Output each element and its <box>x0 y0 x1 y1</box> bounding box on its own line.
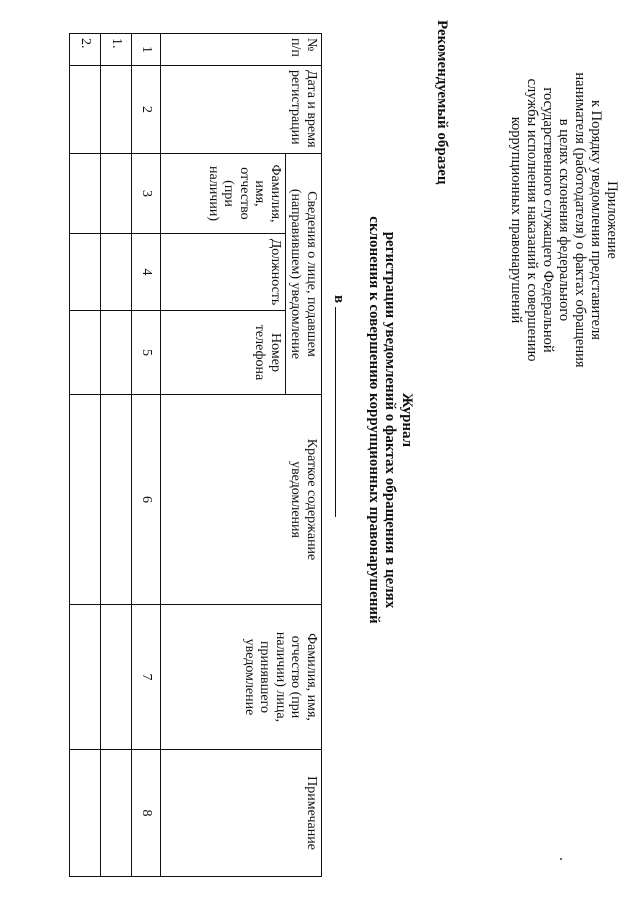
appendix-line: к Порядку уведомления представителя <box>588 100 604 340</box>
table-cell <box>101 154 132 234</box>
column-number: 4 <box>132 234 161 311</box>
appendix-header <box>508 30 620 410</box>
column-number: 6 <box>132 395 161 605</box>
recommended-sample-label: Рекомендуемый образец <box>434 20 450 185</box>
table-cell <box>70 750 101 877</box>
table-cell <box>70 395 101 605</box>
column-number: 7 <box>132 605 161 750</box>
table-cell <box>70 66 101 154</box>
header-position: Должность <box>161 234 286 311</box>
table-cell <box>70 311 101 395</box>
title-line: регистрации уведомлений о фактах обращения в целях <box>382 231 399 609</box>
column-number: 3 <box>132 154 161 234</box>
header-fio: Фамилия, имя, отчество (при наличии) <box>161 154 286 234</box>
table-row <box>70 34 101 877</box>
appendix-line: Приложение <box>604 181 620 259</box>
row-number: 1. <box>101 34 132 66</box>
journal-table <box>69 33 322 877</box>
header-date-time: Дата и время регистрации <box>161 66 322 154</box>
column-number: 2 <box>132 66 161 154</box>
table-row <box>101 34 132 877</box>
table-cell <box>70 605 101 750</box>
header-number: № п/п <box>161 34 322 66</box>
appendix-line: в целях склонения федерального <box>556 118 572 322</box>
appendix-line: нанимателя (работодателя) о фактах обращения <box>572 72 588 368</box>
in-prefix: в <box>331 295 347 304</box>
header-phone: Номер телефона <box>161 311 286 395</box>
table-cell <box>70 234 101 311</box>
table-cell <box>101 395 132 605</box>
column-number: 5 <box>132 311 161 395</box>
journal-title <box>366 210 416 630</box>
column-number: 1 <box>132 34 161 66</box>
column-number: 8 <box>132 750 161 877</box>
header-receiver: Фамилия, имя, отчество (при наличии) лица, принявшего уведомление <box>161 605 322 750</box>
table-cell <box>101 66 132 154</box>
table-cell <box>70 154 101 234</box>
table-cell <box>101 311 132 395</box>
title-line: Журнал <box>399 392 415 448</box>
table-cell <box>101 234 132 311</box>
title-line: склонения к совершению коррупционных правонарушений <box>366 216 382 624</box>
appendix-line: государственного служащего Федеральной <box>540 87 556 353</box>
table-cell <box>101 750 132 877</box>
header-person-info: Сведения о лице, подавшем (направившем) уведомление <box>286 154 322 395</box>
organization-blank-line <box>330 295 348 517</box>
scan-speck <box>560 858 562 860</box>
row-number: 2. <box>70 34 101 66</box>
appendix-line: коррупционных правонарушений <box>508 116 524 324</box>
appendix-line: службы исполнения наказаний к совершению <box>524 78 540 362</box>
header-note: Примечание <box>161 750 322 877</box>
organization-blank <box>335 307 348 517</box>
header-summary: Краткое содержание уведомления <box>161 395 322 605</box>
table-cell <box>101 605 132 750</box>
